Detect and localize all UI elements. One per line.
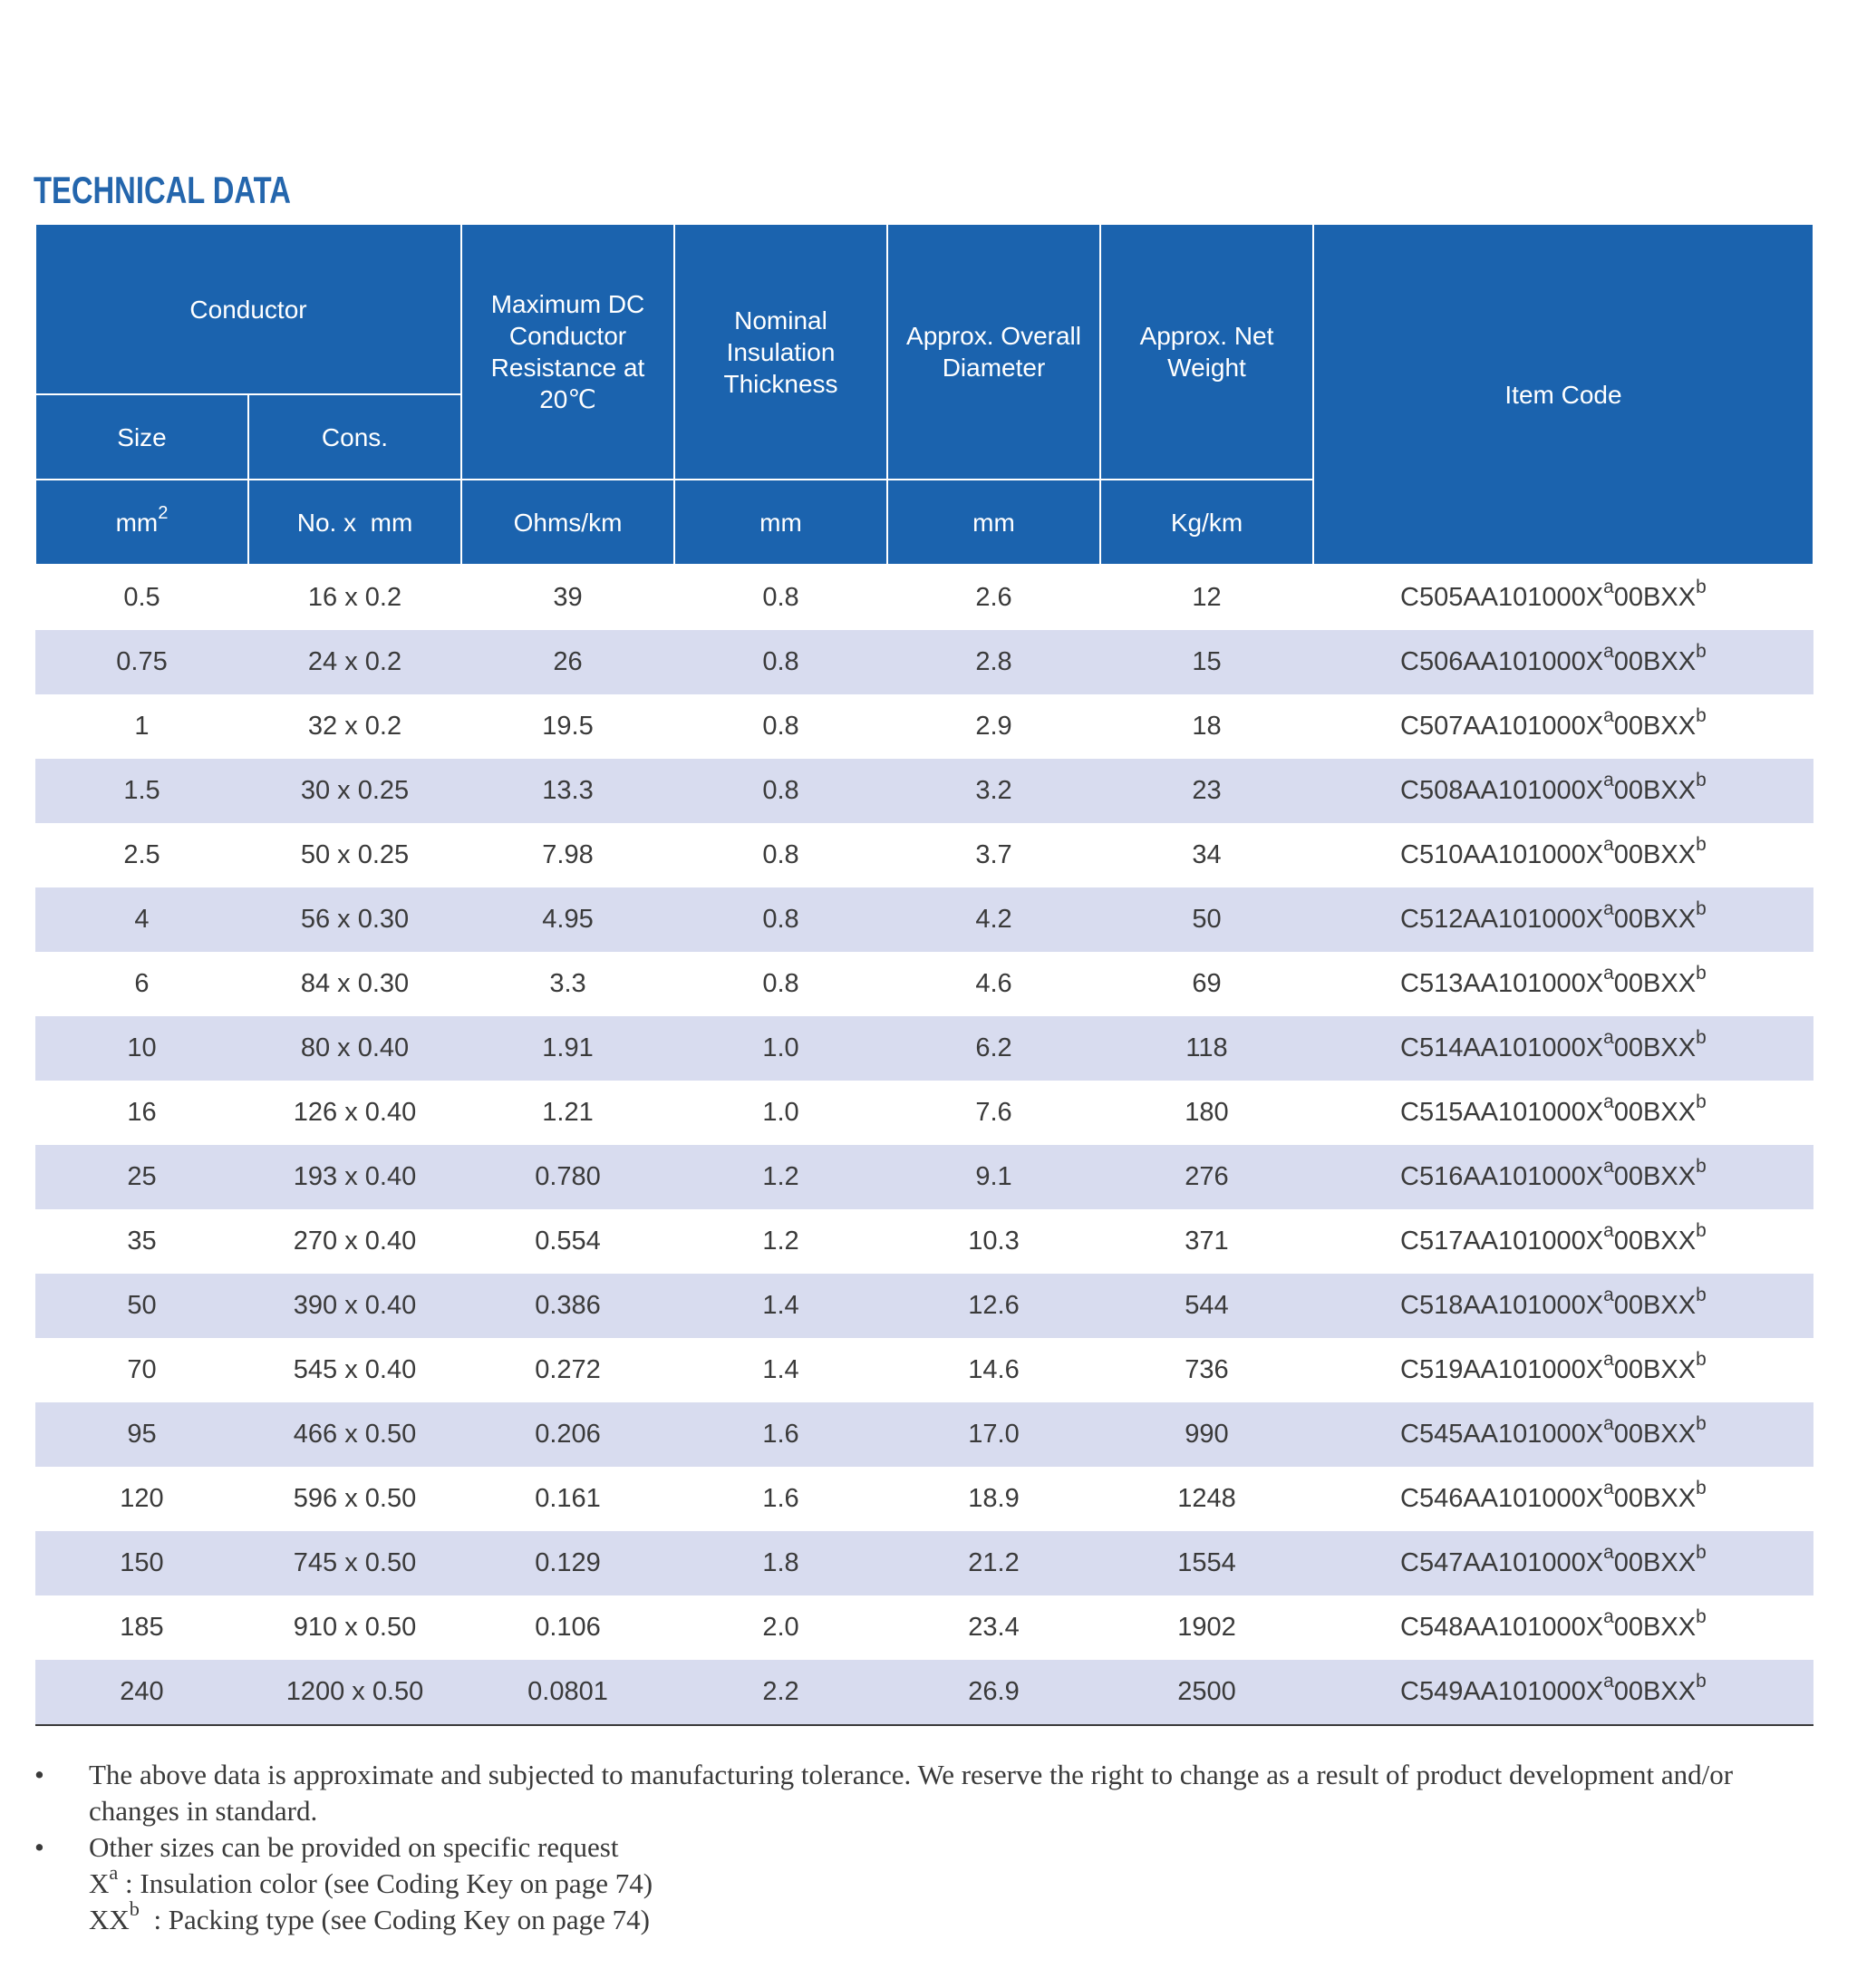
technical-data-table <box>34 223 1814 1726</box>
cell-cons: 126 x 0.40 <box>293 1098 417 1127</box>
page-title: TECHNICAL DATA <box>34 169 291 211</box>
item-code-sup-b: b <box>1696 577 1707 598</box>
cell-cons: 84 x 0.30 <box>300 969 410 998</box>
unit-size-sup: 2 <box>158 503 169 524</box>
table-row <box>35 1209 1813 1274</box>
cell-diameter: 2.8 <box>887 630 1100 694</box>
item-code-sup-b: b <box>1696 1542 1707 1564</box>
bullet: • <box>34 1831 44 1863</box>
cell-resistance: 0.272 <box>535 1355 601 1384</box>
item-code-prefix: C547AA101000X <box>1400 1548 1604 1577</box>
item-code-middle: 00BXX <box>1613 776 1697 805</box>
header-diameter: Approx. Overall Diameter <box>887 224 1100 480</box>
cell-resistance: 0.206 <box>461 1402 674 1467</box>
cell-resistance: 0.780 <box>461 1145 674 1209</box>
cell-cons: 596 x 0.50 <box>293 1484 417 1513</box>
cell-size: 150 <box>35 1531 248 1595</box>
cell-resistance: 26 <box>461 630 674 694</box>
item-code-sup-b: b <box>1696 1285 1707 1306</box>
table-row <box>35 1595 1813 1660</box>
unit-insulation: mm <box>674 480 887 565</box>
item-code-sup-a: a <box>1603 1156 1614 1178</box>
item-code-sup-b: b <box>1696 898 1707 920</box>
cell-insulation: 0.8 <box>762 969 799 998</box>
cell-insulation: 1.4 <box>762 1355 799 1384</box>
cell-weight: 736 <box>1185 1355 1229 1384</box>
table-row <box>35 1467 1813 1531</box>
cell-size: 16 <box>127 1098 157 1127</box>
table-row <box>35 823 1813 887</box>
cell-item-code <box>1313 1402 1813 1467</box>
item-code-prefix: C516AA101000X <box>1400 1162 1604 1191</box>
key-b-text: : Packing type (see Coding Key on page 74) <box>139 1904 650 1935</box>
item-code-prefix: C513AA101000X <box>1400 969 1604 998</box>
table-row <box>35 952 1813 1016</box>
cell-resistance: 0.129 <box>461 1531 674 1595</box>
item-code-middle: 00BXX <box>1613 1677 1697 1706</box>
cell-size: 240 <box>35 1660 248 1725</box>
note-1-text: The above data is approximate and subjected to manufacturing tolerance. We reserve the right to change as a result of product development and/or changes in standard. <box>89 1759 1734 1827</box>
item-code-prefix: C549AA101000X <box>1400 1677 1604 1706</box>
item-code-sup-a: a <box>1603 1606 1614 1628</box>
cell-diameter: 2.9 <box>975 712 1012 741</box>
cell-insulation: 0.8 <box>762 583 799 612</box>
cell-insulation: 1.4 <box>674 1274 887 1338</box>
table-row <box>35 1660 1813 1725</box>
item-code-sup-b: b <box>1696 1349 1707 1371</box>
cell-insulation: 0.8 <box>762 840 799 869</box>
cell-weight: 276 <box>1100 1145 1313 1209</box>
item-code-middle: 00BXX <box>1613 712 1697 741</box>
cell-resistance: 13.3 <box>461 759 674 823</box>
unit-size-base: mm <box>115 508 159 537</box>
note-2 <box>34 1829 1820 1866</box>
cell-item-code <box>1313 1467 1813 1531</box>
header-weight: Approx. Net Weight <box>1100 224 1313 480</box>
cell-item-code <box>1313 565 1813 630</box>
item-code-sup-a: a <box>1603 1542 1614 1564</box>
cell-insulation: 1.2 <box>762 1227 799 1256</box>
unit-size <box>35 480 248 565</box>
table-row <box>35 1338 1813 1402</box>
cell-item-code <box>1313 694 1813 759</box>
cell-weight: 12 <box>1192 583 1222 612</box>
item-code-sup-a: a <box>1603 1478 1614 1499</box>
header-insulation: Nominal Insulation Thickness <box>674 224 887 480</box>
item-code-prefix: C519AA101000X <box>1400 1355 1604 1384</box>
item-code-middle: 00BXX <box>1613 1162 1697 1191</box>
cell-cons: 1200 x 0.50 <box>248 1660 461 1725</box>
cell-cons: 32 x 0.2 <box>307 712 402 741</box>
header-resistance: Maximum DC Conductor Resistance at 20℃ <box>461 224 674 480</box>
cell-weight: 1902 <box>1177 1613 1236 1642</box>
item-code-sup-a: a <box>1603 577 1614 598</box>
cell-resistance: 0.0801 <box>461 1660 674 1725</box>
cell-item-code <box>1313 1081 1813 1145</box>
coding-key-b <box>34 1897 1820 1938</box>
cell-weight: 15 <box>1100 630 1313 694</box>
cell-weight: 371 <box>1185 1227 1229 1256</box>
cell-insulation: 1.0 <box>674 1016 887 1081</box>
cell-cons: 390 x 0.40 <box>248 1274 461 1338</box>
cell-item-code <box>1313 759 1813 823</box>
cell-resistance: 4.95 <box>461 887 674 952</box>
item-code-middle: 00BXX <box>1613 1098 1697 1127</box>
cell-resistance: 1.91 <box>461 1016 674 1081</box>
item-code-sup-b: b <box>1696 1606 1707 1628</box>
cell-insulation: 0.8 <box>674 887 887 952</box>
table-row <box>35 1274 1813 1338</box>
item-code-prefix: C508AA101000X <box>1400 776 1604 805</box>
cell-resistance: 3.3 <box>549 969 586 998</box>
key-a-sup: a <box>109 1861 119 1885</box>
cell-cons: 466 x 0.50 <box>248 1402 461 1467</box>
cell-item-code <box>1313 1274 1813 1338</box>
item-code-prefix: C548AA101000X <box>1400 1613 1604 1642</box>
cell-item-code <box>1313 952 1813 1016</box>
cell-weight: 69 <box>1192 969 1222 998</box>
item-code-sup-a: a <box>1603 898 1614 920</box>
cell-diameter: 26.9 <box>887 1660 1100 1725</box>
cell-diameter: 7.6 <box>975 1098 1012 1127</box>
table-row <box>35 1531 1813 1595</box>
note-1 <box>34 1757 1820 1829</box>
table-row <box>35 1016 1813 1081</box>
item-code-sup-a: a <box>1603 1027 1614 1049</box>
cell-item-code <box>1313 1016 1813 1081</box>
cell-insulation: 1.6 <box>762 1484 799 1513</box>
table-row <box>35 887 1813 952</box>
unit-resistance: Ohms/km <box>461 480 674 565</box>
cell-insulation: 0.8 <box>762 712 799 741</box>
cell-cons: 545 x 0.40 <box>293 1355 417 1384</box>
item-code-prefix: C512AA101000X <box>1400 905 1604 934</box>
item-code-sup-a: a <box>1603 1285 1614 1306</box>
item-code-prefix: C505AA101000X <box>1400 583 1604 612</box>
item-code-middle: 00BXX <box>1613 1291 1697 1320</box>
cell-size: 50 <box>35 1274 248 1338</box>
cell-size: 6 <box>134 969 150 998</box>
header-size: Size <box>35 394 248 480</box>
item-code-prefix: C506AA101000X <box>1400 647 1604 676</box>
cell-item-code <box>1313 823 1813 887</box>
cell-diameter: 18.9 <box>968 1484 1020 1513</box>
cell-size: 4 <box>35 887 248 952</box>
key-b-sup: b <box>129 1897 140 1921</box>
item-code-sup-a: a <box>1603 770 1614 791</box>
cell-diameter: 17.0 <box>887 1402 1100 1467</box>
cell-size: 1 <box>134 712 150 741</box>
cell-insulation: 1.6 <box>674 1402 887 1467</box>
item-code-prefix: C514AA101000X <box>1400 1033 1604 1062</box>
header-conductor: Conductor <box>35 224 461 394</box>
item-code-middle: 00BXX <box>1613 583 1697 612</box>
item-code-sup-b: b <box>1696 1413 1707 1435</box>
cell-resistance: 39 <box>553 583 583 612</box>
cell-diameter: 4.2 <box>887 887 1100 952</box>
table-row <box>35 1402 1813 1467</box>
cell-diameter: 3.7 <box>975 840 1012 869</box>
item-code-prefix: C546AA101000X <box>1400 1484 1604 1513</box>
cell-resistance: 0.161 <box>535 1484 601 1513</box>
cell-resistance: 0.106 <box>535 1613 601 1642</box>
key-a-text: : Insulation color (see Coding Key on page 74) <box>118 1867 653 1899</box>
item-code-middle: 00BXX <box>1613 1355 1697 1384</box>
cell-weight: 34 <box>1192 840 1222 869</box>
table-row <box>35 1145 1813 1209</box>
cell-diameter: 10.3 <box>968 1227 1020 1256</box>
table-row <box>35 565 1813 630</box>
cell-cons: 910 x 0.50 <box>293 1613 417 1642</box>
cell-size: 0.75 <box>35 630 248 694</box>
table-row <box>35 759 1813 823</box>
cell-weight: 990 <box>1100 1402 1313 1467</box>
cell-cons: 193 x 0.40 <box>248 1145 461 1209</box>
item-code-middle: 00BXX <box>1613 840 1697 869</box>
item-code-prefix: C507AA101000X <box>1400 712 1604 741</box>
cell-size: 35 <box>127 1227 157 1256</box>
key-b-base: XX <box>89 1904 130 1935</box>
cell-item-code <box>1313 1338 1813 1402</box>
item-code-middle: 00BXX <box>1613 647 1697 676</box>
item-code-prefix: C515AA101000X <box>1400 1098 1604 1127</box>
item-code-prefix: C510AA101000X <box>1400 840 1604 869</box>
cell-insulation: 1.2 <box>674 1145 887 1209</box>
item-code-sup-a: a <box>1603 641 1614 663</box>
cell-cons: 24 x 0.2 <box>248 630 461 694</box>
item-code-sup-b: b <box>1696 705 1707 727</box>
item-code-middle: 00BXX <box>1613 1227 1697 1256</box>
cell-diameter: 4.6 <box>975 969 1012 998</box>
cell-cons: 745 x 0.50 <box>248 1531 461 1595</box>
cell-diameter: 12.6 <box>887 1274 1100 1338</box>
cell-size: 10 <box>35 1016 248 1081</box>
note-2-text: Other sizes can be provided on specific request <box>89 1831 619 1863</box>
cell-diameter: 3.2 <box>887 759 1100 823</box>
item-code-sup-b: b <box>1696 641 1707 663</box>
unit-diameter: mm <box>887 480 1100 565</box>
cell-cons: 270 x 0.40 <box>293 1227 417 1256</box>
cell-item-code <box>1313 1595 1813 1660</box>
item-code-sup-b: b <box>1696 1156 1707 1178</box>
table-row <box>35 694 1813 759</box>
cell-insulation: 0.8 <box>674 759 887 823</box>
item-code-sup-a: a <box>1603 834 1614 856</box>
item-code-sup-b: b <box>1696 1091 1707 1113</box>
item-code-middle: 00BXX <box>1613 1420 1697 1449</box>
item-code-sup-b: b <box>1696 1220 1707 1242</box>
cell-insulation: 2.2 <box>674 1660 887 1725</box>
cell-cons: 30 x 0.25 <box>248 759 461 823</box>
item-code-middle: 00BXX <box>1613 969 1697 998</box>
cell-resistance: 0.386 <box>461 1274 674 1338</box>
table-row <box>35 630 1813 694</box>
cell-insulation: 1.8 <box>674 1531 887 1595</box>
item-code-sup-b: b <box>1696 834 1707 856</box>
cell-size: 95 <box>35 1402 248 1467</box>
unit-weight: Kg/km <box>1100 480 1313 565</box>
item-code-middle: 00BXX <box>1613 1548 1697 1577</box>
cell-diameter: 23.4 <box>968 1613 1020 1642</box>
cell-item-code <box>1313 1145 1813 1209</box>
cell-weight: 2500 <box>1100 1660 1313 1725</box>
cell-resistance: 0.554 <box>535 1227 601 1256</box>
table-header <box>35 224 1813 565</box>
item-code-sup-b: b <box>1696 963 1707 984</box>
cell-diameter: 21.2 <box>887 1531 1100 1595</box>
item-code-sup-a: a <box>1603 1220 1614 1242</box>
cell-item-code <box>1313 1660 1813 1725</box>
item-code-sup-b: b <box>1696 1671 1707 1692</box>
cell-size: 0.5 <box>123 583 160 612</box>
cell-item-code <box>1313 1209 1813 1274</box>
cell-weight: 180 <box>1185 1098 1229 1127</box>
cell-size: 70 <box>127 1355 157 1384</box>
cell-resistance: 19.5 <box>542 712 594 741</box>
cell-size: 185 <box>120 1613 164 1642</box>
cell-resistance: 1.21 <box>542 1098 594 1127</box>
cell-cons: 80 x 0.40 <box>248 1016 461 1081</box>
bullet: • <box>34 1759 44 1790</box>
item-code-sup-a: a <box>1603 1671 1614 1692</box>
item-code-prefix: C518AA101000X <box>1400 1291 1604 1320</box>
item-code-prefix: C545AA101000X <box>1400 1420 1604 1449</box>
item-code-sup-a: a <box>1603 1091 1614 1113</box>
header-item-code: Item Code <box>1313 224 1813 565</box>
item-code-sup-a: a <box>1603 1413 1614 1435</box>
item-code-sup-b: b <box>1696 770 1707 791</box>
unit-cons: No. x mm <box>248 480 461 565</box>
cell-insulation: 1.0 <box>762 1098 799 1127</box>
table-body <box>35 565 1813 1725</box>
item-code-sup-a: a <box>1603 1349 1614 1371</box>
cell-size: 25 <box>35 1145 248 1209</box>
footnotes <box>34 1757 1820 1938</box>
cell-cons: 50 x 0.25 <box>300 840 410 869</box>
cell-weight: 50 <box>1100 887 1313 952</box>
key-a-base: X <box>89 1867 110 1899</box>
table-row <box>35 1081 1813 1145</box>
cell-weight: 544 <box>1100 1274 1313 1338</box>
cell-weight: 118 <box>1100 1016 1313 1081</box>
cell-size: 2.5 <box>123 840 160 869</box>
header-cons: Cons. <box>248 394 461 480</box>
cell-size: 120 <box>120 1484 164 1513</box>
cell-diameter: 14.6 <box>968 1355 1020 1384</box>
item-code-prefix: C517AA101000X <box>1400 1227 1604 1256</box>
item-code-middle: 00BXX <box>1613 1033 1697 1062</box>
cell-resistance: 7.98 <box>542 840 594 869</box>
cell-diameter: 2.6 <box>975 583 1012 612</box>
cell-weight: 18 <box>1192 712 1222 741</box>
cell-cons: 16 x 0.2 <box>307 583 402 612</box>
cell-insulation: 2.0 <box>762 1613 799 1642</box>
cell-size: 1.5 <box>35 759 248 823</box>
cell-item-code <box>1313 887 1813 952</box>
cell-insulation: 0.8 <box>674 630 887 694</box>
item-code-sup-b: b <box>1696 1027 1707 1049</box>
cell-diameter: 6.2 <box>887 1016 1100 1081</box>
cell-weight: 1554 <box>1100 1531 1313 1595</box>
item-code-sup-b: b <box>1696 1478 1707 1499</box>
item-code-middle: 00BXX <box>1613 1613 1697 1642</box>
cell-item-code <box>1313 1531 1813 1595</box>
item-code-middle: 00BXX <box>1613 905 1697 934</box>
cell-item-code <box>1313 630 1813 694</box>
coding-key-a <box>34 1861 1820 1902</box>
item-code-sup-a: a <box>1603 963 1614 984</box>
cell-cons: 56 x 0.30 <box>248 887 461 952</box>
item-code-middle: 00BXX <box>1613 1484 1697 1513</box>
cell-weight: 1248 <box>1177 1484 1236 1513</box>
cell-diameter: 9.1 <box>887 1145 1100 1209</box>
item-code-sup-a: a <box>1603 705 1614 727</box>
cell-weight: 23 <box>1100 759 1313 823</box>
